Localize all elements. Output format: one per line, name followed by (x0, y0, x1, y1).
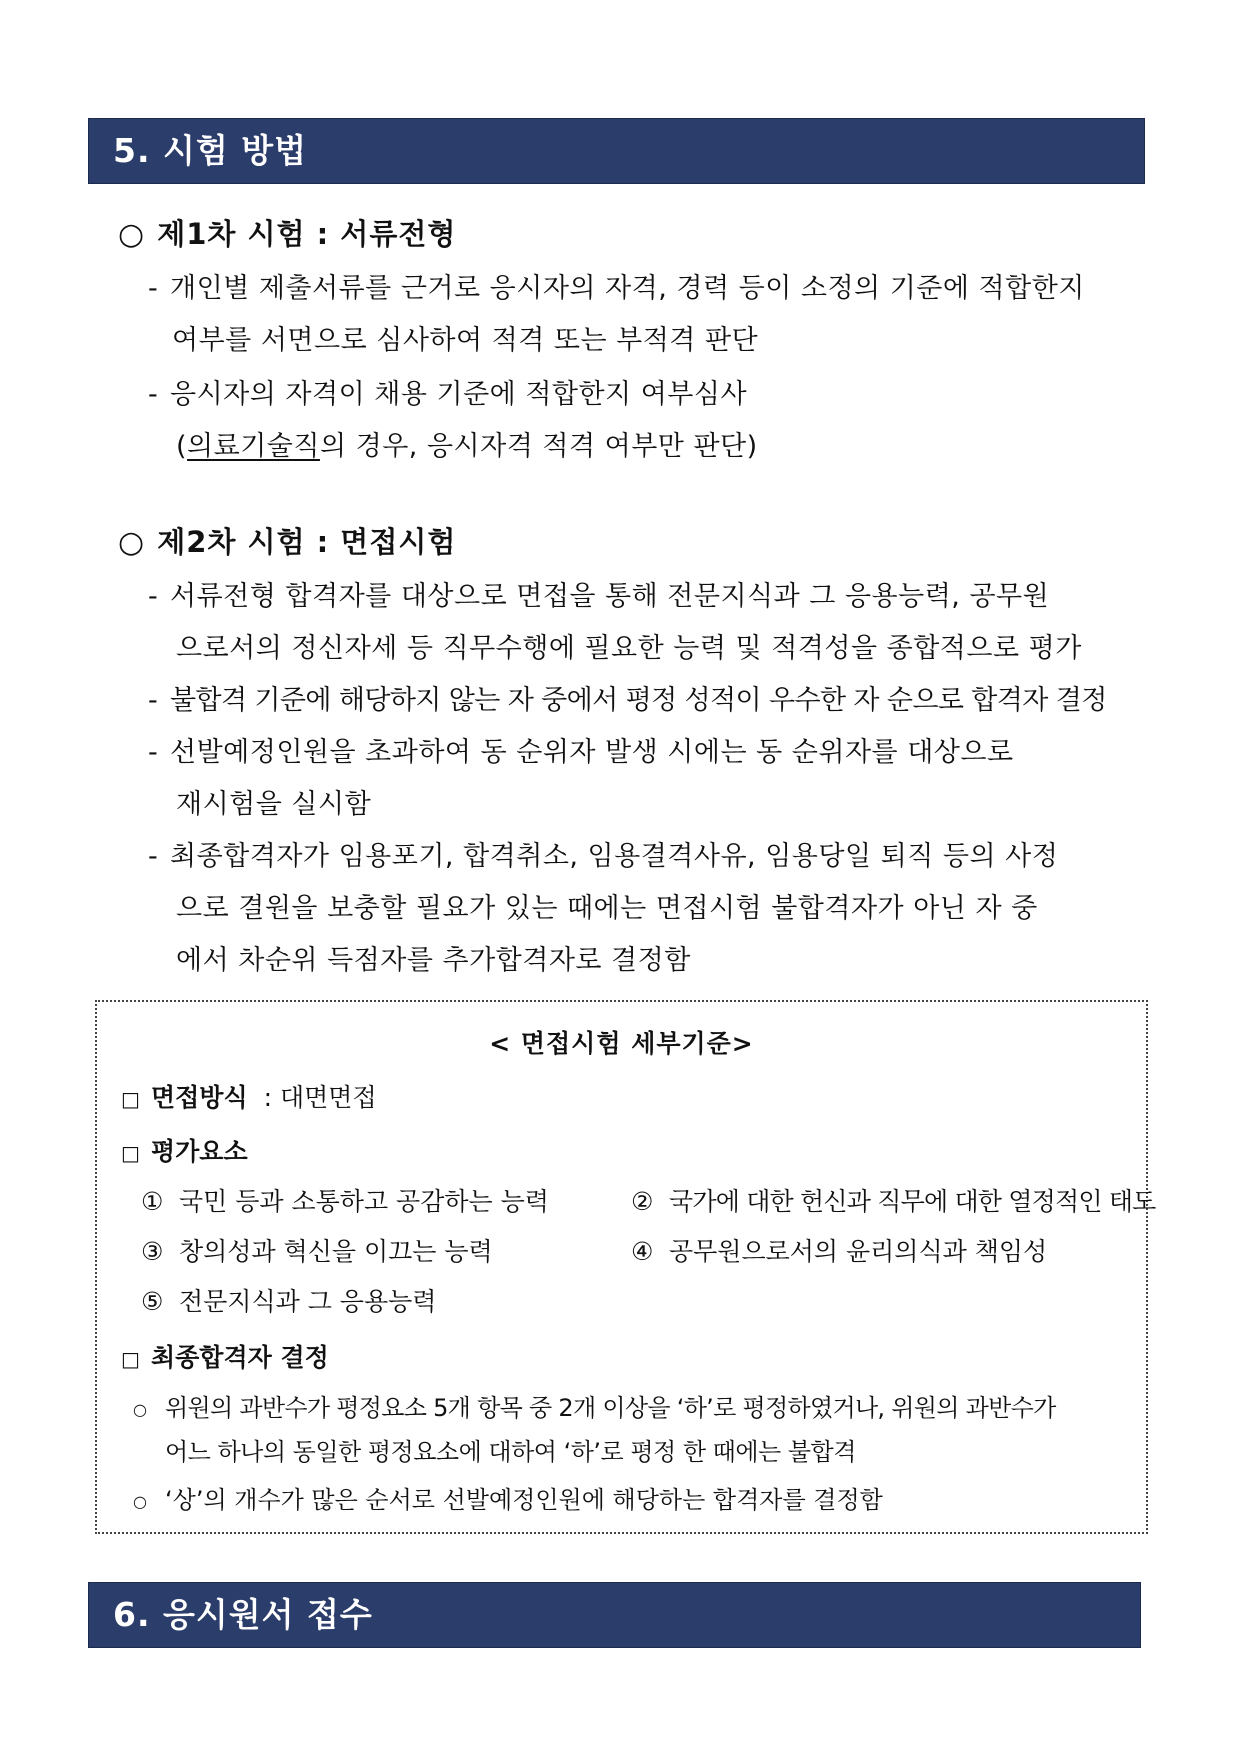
section-6-header (88, 1582, 1141, 1648)
round-1-item-2: - 응시자의 자격이 채용 기준에 적합한지 여부심사 (148, 379, 748, 410)
interview-criteria-box (95, 1000, 1156, 1534)
round-2-item-1-cont: 으로서의 정신자세 등 직무수행에 필요한 능력 및 적격성을 종합적으로 평가 (176, 633, 1082, 664)
final-bullet-2: ○ ‘상’의 개수가 많은 순서로 선발예정인원에 해당하는 합격자를 결정함 (133, 1486, 883, 1514)
final-bullet-1-cont: 어느 하나의 동일한 평정요소에 대하여 ‘하’로 평정 한 때에는 불합격 (165, 1438, 856, 1466)
round-1-heading-text: 제1차 시험 : 서류전형 (157, 217, 457, 251)
round-2-item-1: - 서류전형 합격자를 대상으로 면접을 통해 전문지식과 그 응용능력, 공무원 (148, 581, 1050, 612)
round-2-item-4-cont: 으로 결원을 보충할 필요가 있는 때에는 면접시험 불합격자가 아닌 자 중 (176, 893, 1038, 924)
method-separator: : (263, 1083, 272, 1112)
factors-label: 평가요소 (151, 1137, 248, 1166)
round-2-item-3-cont: 재시험을 실시함 (176, 789, 372, 820)
round-1-item-1-cont: 여부를 서면으로 심사하여 적격 또는 부적격 판단 (172, 325, 759, 356)
factor-item: ③ 창의성과 혁신을 이끄는 능력 (141, 1237, 493, 1266)
round-2-item-2: - 불합격 기준에 해당하지 않는 자 중에서 평정 성적이 우수한 자 순으로 합격자 결정 (148, 685, 1107, 716)
dash-bullet: - (148, 685, 158, 716)
method-label: 면접방식 (151, 1083, 248, 1112)
section-6-title: 6. 응시원서 접수 (113, 1595, 373, 1634)
circle-bullet-icon: ○ (118, 525, 146, 560)
factor-item: ① 국민 등과 소통하고 공감하는 능력 (141, 1187, 549, 1216)
small-circle-bullet-icon: ○ (133, 1491, 147, 1511)
dash-bullet: - (148, 737, 159, 768)
dash-bullet: - (148, 273, 159, 304)
square-bullet-icon: □ (121, 1141, 140, 1165)
round-1-item-1: - 개인별 제출서류를 근거로 응시자의 자격, 경력 등이 소정의 기준에 적합한지 (148, 273, 1085, 304)
factors-row (121, 1132, 248, 1168)
square-bullet-icon: □ (121, 1347, 140, 1371)
final-decision-label: 최종합격자 결정 (151, 1343, 329, 1372)
final-decision-row (121, 1338, 329, 1374)
small-circle-bullet-icon: ○ (133, 1399, 147, 1419)
round-2-heading (118, 520, 456, 561)
dash-bullet: - (148, 841, 159, 872)
factor-item: ⑤ 전문지식과 그 응용능력 (141, 1287, 437, 1316)
factor-item: ② 국가에 대한 헌신과 직무에 대한 열정적인 태도 (631, 1187, 1156, 1216)
round-2-item-4: - 최종합격자가 임용포기, 합격취소, 임용결격사유, 임용당일 퇴직 등의 사정 (148, 841, 1059, 872)
round-1-heading (118, 212, 456, 253)
method-row (121, 1078, 377, 1114)
dash-bullet: - (148, 379, 159, 410)
underlined-term: 의료기술직 (187, 431, 320, 462)
round-2-item-3: - 선발예정인원을 초과하여 동 순위자 발생 시에는 동 순위자를 대상으로 (148, 737, 1014, 768)
final-bullet-1: ○ 위원의 과반수가 평정요소 5개 항목 중 2개 이상을 ‘하’로 평정하였거나, 위원의 과반수가 (133, 1394, 1056, 1422)
section-5-title: 5. 시험 방법 (113, 131, 307, 170)
round-2-heading-text: 제2차 시험 : 면접시험 (157, 525, 457, 559)
dash-bullet: - (148, 581, 159, 612)
criteria-box-title: < 면접시험 세부기준> (489, 1029, 754, 1058)
factor-item: ④ 공무원으로서의 윤리의식과 책임성 (631, 1237, 1048, 1266)
method-value: 대면면접 (280, 1083, 377, 1112)
circle-bullet-icon: ○ (118, 217, 146, 252)
square-bullet-icon: □ (121, 1087, 140, 1111)
round-1-item-2-cont: (의료기술직의 경우, 응시자격 적격 여부만 판단) (176, 431, 758, 462)
round-2-item-4-cont2: 에서 차순위 득점자를 추가합격자로 결정함 (176, 945, 691, 976)
section-5-header (88, 118, 1145, 184)
